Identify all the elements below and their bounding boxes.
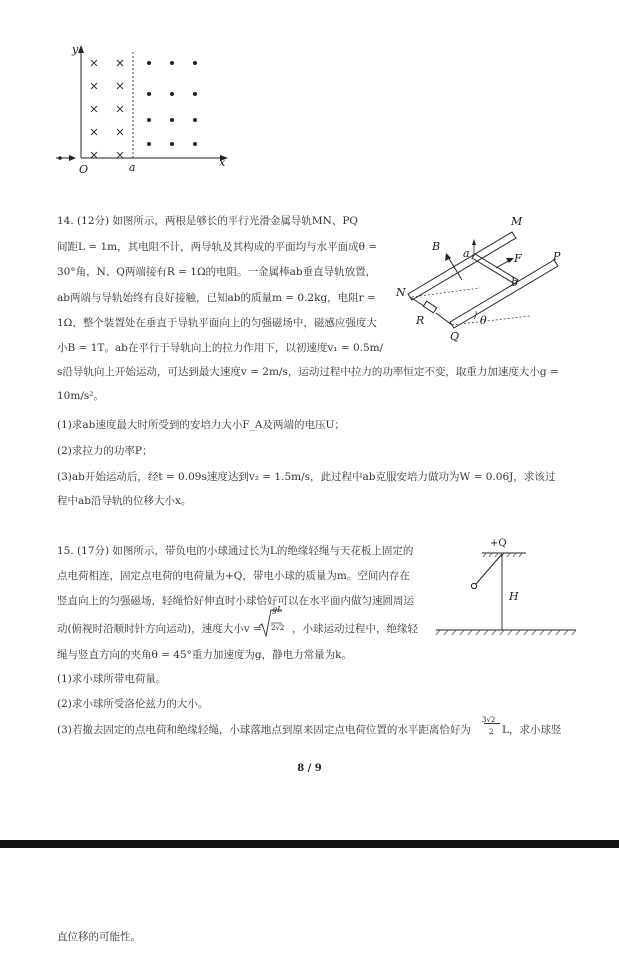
pendulum-figure <box>430 540 580 640</box>
label-a: a <box>463 247 470 260</box>
charge-label: +Q <box>490 538 507 549</box>
page-separator <box>0 840 619 848</box>
label-f: F <box>514 252 522 265</box>
q14-line-5: 1Ω，整个装置处在垂直于导轨平面向上的匀强磁场中，磁感应强度大 <box>57 317 377 329</box>
x-axis-label: x <box>219 156 226 169</box>
label-p: P <box>553 250 561 263</box>
q14-part-2: (2)求拉力的功率P； <box>57 445 153 457</box>
label-n: N <box>396 286 406 299</box>
q15-part-3b: L，求小球竖 <box>502 724 562 736</box>
string <box>476 554 502 584</box>
ball <box>471 583 476 588</box>
rail-pq <box>450 260 558 328</box>
continuation-text: 直位移的可能性。 <box>57 931 141 943</box>
force-arrow <box>496 260 510 268</box>
rails-figure <box>390 210 570 350</box>
q14-line-3: 30°角，N、Q两端接有R = 1Ω的电阻。一金属棒ab垂直导轨放置， <box>57 266 377 278</box>
q15-part-3a: (3)若撤去固定的点电荷和绝缘轻绳，小球落地点到原来固定点电荷位置的水平距离恰好为 <box>57 724 471 736</box>
field-out-of-page <box>147 61 197 146</box>
q14-part-3-cont: 程中ab沿导轨的位移大小x。 <box>57 495 192 507</box>
q14-line-6: 小B = 1T。ab在平行于导轨向上的拉力作用下，以初速度v₁ = 0.5m/ <box>57 342 384 354</box>
origin-label: O <box>79 163 89 176</box>
label-b: b <box>511 276 519 289</box>
height-label: H <box>509 590 519 603</box>
label-r: R <box>416 314 425 327</box>
q15-line-4a: 动(俯视时沿顺时针方向运动)，速度大小v = <box>57 623 262 635</box>
sqrt-denominator: 2√2 <box>271 624 285 632</box>
frac-denominator: 2 <box>489 728 494 736</box>
label-b-field: B <box>432 240 441 253</box>
label-q: Q <box>450 330 460 343</box>
q15-line-2: 点电荷相连，固定点电荷的电荷量为+Q，带电小球的质量为m。空间内存在 <box>57 570 410 582</box>
q14-line-4: ab两端与导轨始终有良好接触，已知ab的质量m = 0.2kg，电阻r = <box>57 292 376 304</box>
y-axis-label: y <box>72 43 79 56</box>
q14-line-8: 10m/s²。 <box>57 390 104 402</box>
page-number: 8 / 9 <box>297 763 322 774</box>
y-axis-arrow <box>78 45 84 53</box>
q15-part-1: (1)求小球所带电荷量。 <box>57 673 167 685</box>
label-m: M <box>511 215 523 228</box>
q14-line-1: 14. (12分) 如图所示，两根是够长的平行光滑金属导轨MN、PQ <box>57 215 359 227</box>
q15-line-1: 15. (17分) 如图所示，带负电的小球通过长为L的绝缘轻绳与天花板上固定的 <box>57 545 414 557</box>
q14-line-7: s沿导轨向上开始运动，可达到最大速度v = 2m/s，运动过程中拉力的功率恒定不变，取重力加速度大小g = <box>57 366 559 378</box>
q15-line-3: 竖直向上的匀强磁场，轻绳恰好伸直时小球恰好可以在水平面内做匀速圆周运 <box>57 595 414 607</box>
q14-line-2: 间距L = 1m，其电阻不计，两导轨及其构成的平面均与水平面成θ = <box>57 241 378 253</box>
field-region-figure <box>50 40 240 180</box>
frac-numerator: 3√2 <box>482 716 496 724</box>
boundary-label: a <box>129 161 136 174</box>
field-into-page <box>91 60 123 158</box>
frac-bar <box>484 714 500 724</box>
particle <box>58 156 62 160</box>
q14-part-3: (3)ab开始运动后，经t = 0.09s速度达到v₂ = 1.5m/s，此过程中ab克服安培力做功为W = 0.06J，求该过 <box>57 471 556 483</box>
q15-line-5: 绳与竖直方向的夹角θ = 45°重力加速度为g，静电力常量为k。 <box>57 649 352 661</box>
sqrt-numerator: gL <box>272 605 283 614</box>
q15-line-4b: ，小球运动过程中，绝缘轻 <box>292 623 418 635</box>
resistor <box>423 301 436 313</box>
q15-part-2: (2)求小球所受洛伦兹力的大小。 <box>57 698 209 710</box>
q14-part-1: (1)求ab速度最大时所受到的安培力大小F_A及两端的电压U； <box>57 419 345 431</box>
label-theta: θ <box>480 314 487 327</box>
